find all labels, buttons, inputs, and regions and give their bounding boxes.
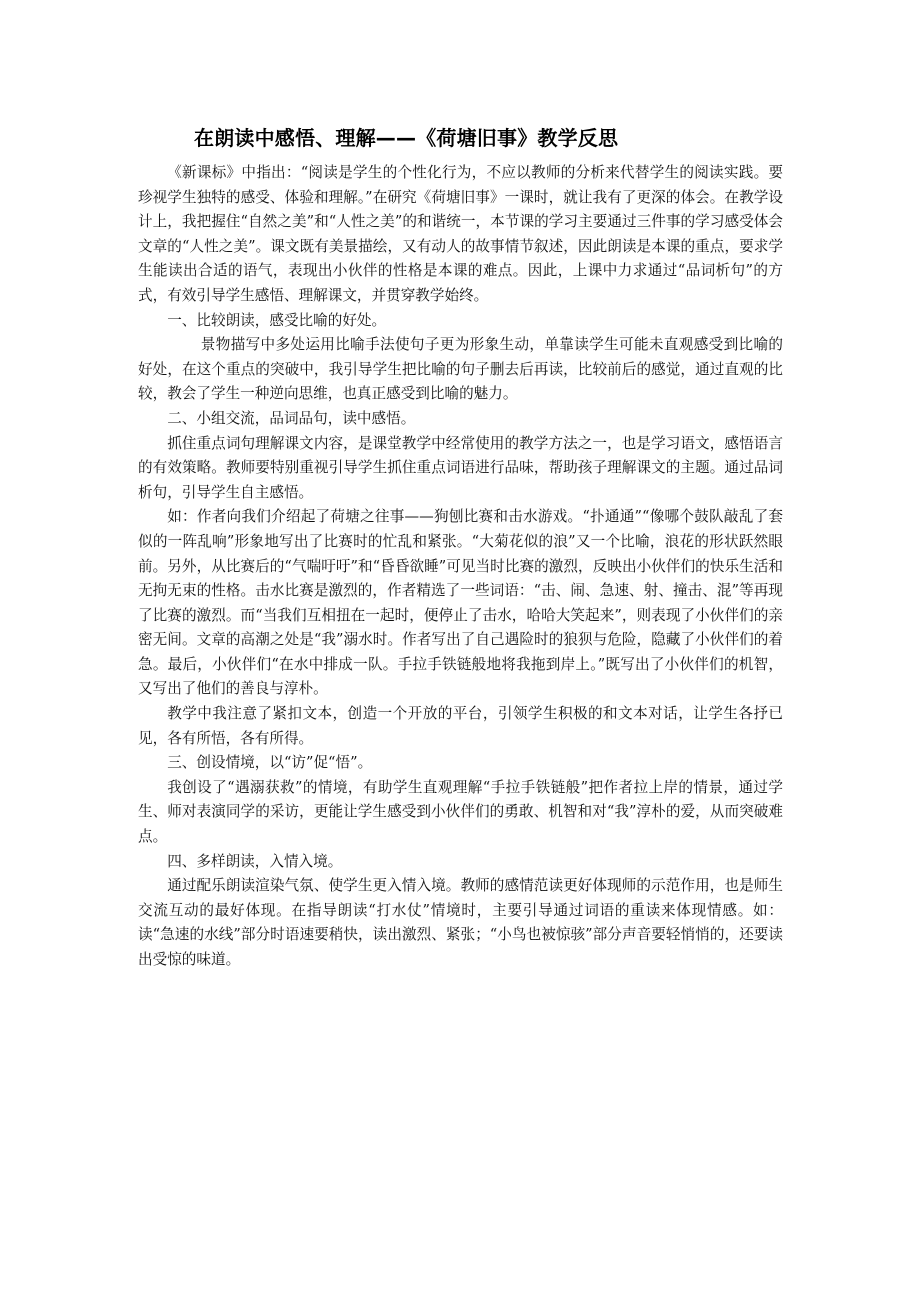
section-2-paragraph-1: 抓住重点词句理解课文内容，是课堂教学中经常使用的教学方法之一，也是学习语文，感悟语言的有效策略。教师要特别重视引导学生抓住重点词语进行品味，帮助孩子理解课文的主题。通过品词析句，引导学生自主感悟。	[138, 434, 783, 501]
section-2-paragraph-3: 教学中我注意了紧扣文本，创造一个开放的平台，引领学生积极的和文本对话，让学生各抒已见，各有所悟，各有所得。	[138, 705, 783, 747]
section-2-example-paragraph: 如：作者向我们介绍起了荷塘之往事——狗刨比赛和击水游戏。“扑通通”“像哪个鼓队敲乱了套似的一阵乱响”形象地写出了比赛时的忙乱和紧张。“大菊花似的浪”又一个比喻，浪花的形状跃然眼前。另外，从比赛后的“气喘吁吁”和“昏昏欲睡”可见当时比赛的激烈，反映出小伙伴们的快乐生活和无拘无束的性格。击水比赛是激烈的，作者精选了一些词语：“击、闹、急速、射、撞击、混”等再现了比赛的激烈。而“当我们互相扭在一起时，便停止了击水，哈哈大笑起来”，则表现了小伙伴们的亲密无间。文章的高潮之处是“我”溺水时。作者写出了自己遇险时的狼狈与危险，隐藏了小伙伴们的着急。最后，小伙伴们“在水中排成一队。手拉手铁链般地将我拖到岸上。”既写出了小伙伴们的机智，又写出了他们的善良与淳朴。	[138, 508, 783, 698]
section-heading-2: 二、小组交流，品词品句，读中感悟。	[167, 409, 416, 427]
section-4-paragraph: 通过配乐朗读渲染气氛、使学生更入情入境。教师的感情范读更好体现师的示范作用，也是师生交流互动的最好体现。在指导朗读“打水仗”情境时，主要引导通过词语的重读来体现情感。如：读“急速的水线”部分时语速要稍快，读出激烈、紧张；“小鸟也被惊骇”部分声音要轻悄悄的，还要读出受惊的味道。	[138, 877, 783, 968]
section-3-paragraph: 我创设了“遇溺获救”的情境，有助学生直观理解“手拉手铁链般”把作者拉上岸的情景，通过学生、师对表演同学的采访，更能让学生感受到小伙伴们的勇敢、机智和对“我”淳朴的爱，从而突破难点。	[138, 778, 783, 846]
section-1-paragraph: 景物描写中多处运用比喻手法使句子更为形象生动，单靠读学生可能未直观感受到比喻的好处，在这个重点的突破中，我引导学生把比喻的句子删去后再读，比较前后的感觉，通过直观的比较，教会了学生一种逆向思维，也真正感受到比喻的魅力。	[138, 336, 783, 403]
section-heading-3: 三、创设情境，以“访”促“悟”。	[167, 754, 373, 772]
document-title: 在朗读中感悟、理解——《荷塘旧事》教学反思	[194, 126, 619, 150]
intro-paragraph: 《新课标》中指出：“阅读是学生的个性化行为，不应以教师的分析来代替学生的阅读实践。要珍视学生独特的感受、体验和理解。”在研究《荷塘旧事》一课时，就让我有了更深的体会。在教学设计上，我把握住“自然之美”和“人性之美”的和谐统一，本节课的学习主要通过三件事的学习感受体会文章的“人性之美”。课文既有美景描绘，又有动人的故事情节叙述，因此朗读是本课的重点，要求学生能读出合适的语气，表现出小伙伴的性格是本课的难点。因此，上课中力求通过“品词析句”的方式，有效引导学生感悟、理解课文，并贯穿教学始终。	[138, 164, 783, 304]
document-body	[138, 124, 783, 973]
section-heading-4: 四、多样朗读，入情入境。	[167, 852, 343, 870]
section-heading-1: 一、比较朗读，感受比喻的好处。	[167, 311, 387, 329]
